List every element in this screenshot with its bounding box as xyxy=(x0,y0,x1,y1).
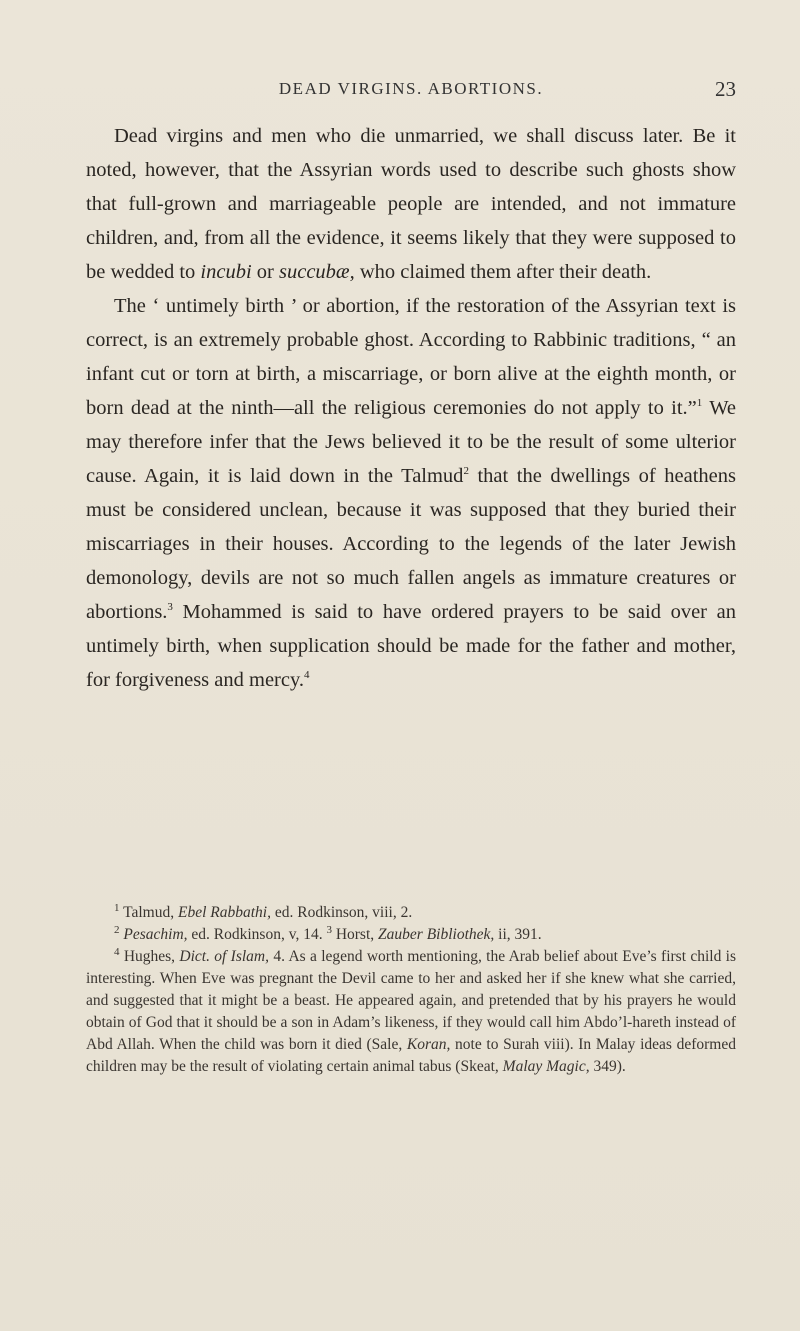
text-run: The ‘ untimely birth ’ or abortion, if the restoration of the Assyrian text is correct, is an extremely probable ghost. According to Rabbinic traditions, “ an infant cut or torn at birth, a miscarriage, or born alive at the eighth month, or born dead at the ninth—all the religious ceremonies do not apply to it.” xyxy=(86,295,736,419)
footnote-number: 3 xyxy=(326,923,332,936)
text-run: ed. Rodkinson, v, 14. xyxy=(187,926,327,943)
text-run: Hughes, xyxy=(119,948,180,965)
footnote-number: 2 xyxy=(114,923,120,936)
text-run: note to Surah viii). In Malay ideas deformed children may be the result of violating certain animal tabus (Skeat, xyxy=(86,1036,736,1075)
text-run: ed. Rodkinson, viii, 2. xyxy=(270,904,413,921)
italic-title: Pesachim, xyxy=(123,926,188,943)
page-header xyxy=(86,77,736,107)
footnote-ref: 1 xyxy=(696,397,703,410)
italic-term: succubæ, xyxy=(279,261,355,283)
text-run: or xyxy=(251,261,279,283)
running-head: DEAD VIRGINS. ABORTIONS. xyxy=(278,79,544,98)
footnote-number: 4 xyxy=(114,945,120,958)
footnote-1 xyxy=(86,902,736,924)
footnote-number: 1 xyxy=(114,901,120,914)
footnotes xyxy=(86,902,736,1078)
italic-term: incubi xyxy=(200,261,252,283)
paragraph-dead-virgins xyxy=(86,119,736,289)
page-number: 23 xyxy=(715,77,736,101)
footnote-ref: 3 xyxy=(167,601,173,614)
italic-title: Koran, xyxy=(406,1036,451,1053)
text-run: that the dwellings of heathens must be considered unclean, because it was supposed that they buried their miscarriages in their houses. According to the legends of the later Jewish demonology, devils are not so much fallen angels as immature creatures or abortions. xyxy=(86,465,736,623)
text-run: We may therefore infer that the Jews believed it to be the result of some ulterior cause. Again, it is laid down in the Talmud xyxy=(86,397,737,487)
italic-title: Ebel Rabbathi, xyxy=(177,904,271,921)
footnote-ref: 2 xyxy=(463,465,469,478)
text-run: ii, 391. xyxy=(494,926,542,943)
text-run: Mohammed is said to have ordered prayers to be said over an untimely birth, when supplication should be made for the father and mother, for forgiveness and mercy. xyxy=(86,601,736,691)
footnote-2-3 xyxy=(86,924,736,946)
text-run: Horst, xyxy=(331,926,379,943)
text-run: who claimed them after their death. xyxy=(354,261,652,283)
text-run: Dead virgins and men who die unmarried, we shall discuss later. Be it noted, however, that the Assyrian words used to describe such ghosts show that full-grown and marriageable people are intended, and not immature children, and, from all the evidence, it seems likely that they were supposed to be wedded to xyxy=(86,125,736,283)
italic-title: Zauber Bibliothek, xyxy=(378,926,495,943)
text-run: 4. As a legend worth mentioning, the Arab belief about Eve’s first child is interesting. When Eve was pregnant the Devil came to her and asked her if she knew what she carried, and suggested that it might be a beast. He appeared again, and pretended that by his prayers he would obtain of God that it should be a son in Adam’s likeness, if they would call him Abdo’l-hareth instead of Abd Allah. When the child was born it died (Sale, xyxy=(86,948,737,1053)
paragraph-untimely-birth xyxy=(86,289,736,697)
italic-title: Malay Magic, xyxy=(502,1058,590,1075)
footnote-ref: 4 xyxy=(304,669,310,682)
main-text xyxy=(86,119,736,697)
text-run: Talmud, xyxy=(119,904,178,921)
text-run: 349). xyxy=(589,1058,626,1075)
italic-title: Dict. of Islam, xyxy=(179,948,270,965)
footnote-4 xyxy=(86,946,736,1078)
